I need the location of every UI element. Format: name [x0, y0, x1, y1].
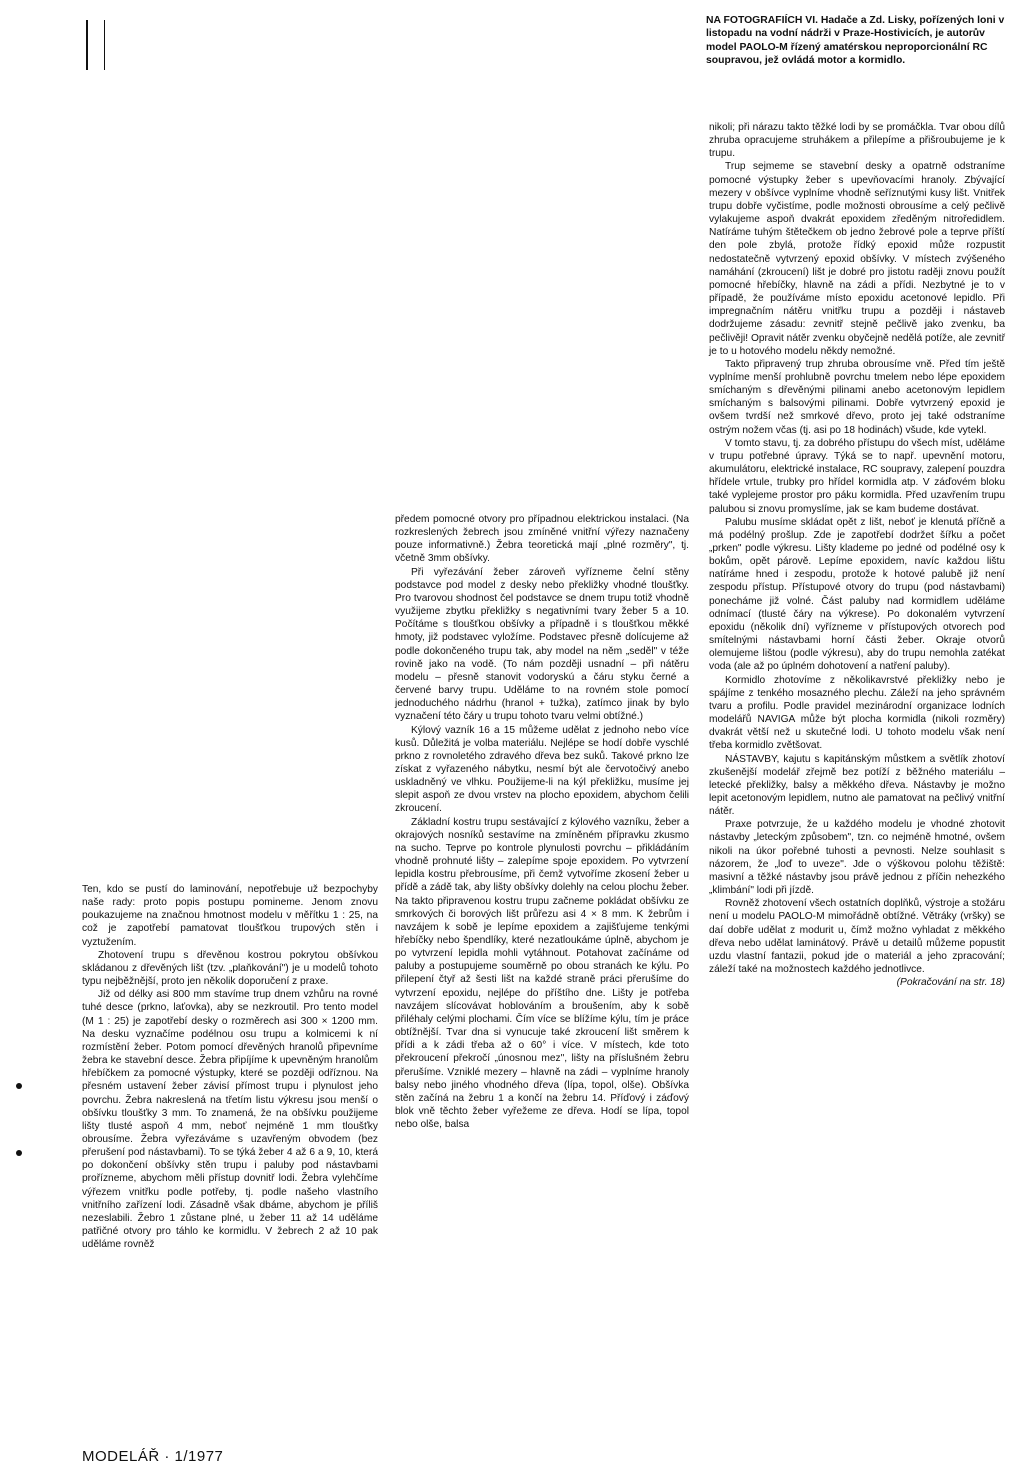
left-margin-rule: [86, 20, 88, 70]
margin-dot-mark: [16, 1150, 22, 1156]
paragraph: Kýlový vazník 16 a 15 můžeme udělat z jednoho nebo více kusů. Důležitá je volba materiálu. Nejlépe se hodí dobře vyschlé prkno z rovnoletého zdravého dřeva bez suků. Takové prkno lze získat z vyřazeného nábytku, nesmí být ale červotočivý anebo uskladněný ve vlhku. Použijeme-li na kýl překližku, musíme jej slepit aspoň ze dvou vrstev na plocho epoxidem, abychom čelili zkroucení.: [395, 724, 689, 815]
paragraph: Trup sejmeme se stavební desky a opatrně odstraníme pomocné výstupky žeber s upevňovacími hranoly. Zbývající mezery v obšívce vyplníme vhodně seříznutými kusy lišt. Vnitřek trupu dobře vyčistíme, podle možnosti obrousíme a celý pečlivě vylakujeme aspoň dvakrát epoxidem zředěným nitroředidlem. Natíráme tuhým štětečkem ob jedno žebrové pole a teprve příští den pole zbylá, protože řídký epoxid může rozpustit nedostatečně vytvrzený epoxid obšívky. V místech zvýšeného namáhání (zkroucení) lišt je dobré pro jistotu raději znovu použít pomocné hřebíčky, hlavně na zádi a přídi. Nezbytné je to v případě, že používáme místo epoxidu acetonové lepidlo. Při impregnačním nátěru vnitřku trupu a později i nástaveb dodržujeme zásadu: zevnitř stejně pečlivě jako zvenku, ba pečlivěji! Opravit nátěr zvenku obyčejně nedělá potíže, ale zevnitř je to u hotového modelu někdy nemožné.: [709, 161, 1005, 357]
paragraph: Ten, kdo se pustí do laminování, nepotřebuje už bezpochyby naše rady: proto popis postupu pomineme. Jenom znovu poukazujeme na značnou hmotnost modelu v měřítku 1 : 25, na což je zapotřebí pamatovat tloušťkou trupových stěn i vyztužením.: [82, 884, 378, 948]
paragraph: Palubu musíme skládat opět z lišt, neboť je klenutá příčně a má podélný prošlup. Zde je zapotřebí dodržet šířku a počet „prken" podle výkresu. Lišty klademe po jedné od podélné osy k bokům, opět párově. Lepíme epoxidem, navíc každou lištu natíráme hned i zespodu, protože k hotové palubě již není zespodu přístup. Přístupové otvory do trupu (pod nástavbami) ponecháme již volné. Část paluby nad kormidlem uděláme odnímací (tlusté čáry na výkrese). Po dokonalém vytvrzení epoxidu (několik dní) vyřízneme v přístupových otvorech pod smítelnými nástavbami horní části žeber. Okraje otvorů olemujeme lištou (podle výkresu), aby do trupu nemohla zatékat voda (ale až po úplném dohotovení a natření paluby).: [709, 516, 1005, 673]
continuation-note: (Pokračování na str. 18): [896, 977, 1005, 989]
paragraph: předem pomocné otvory pro případnou elektrickou instalaci. (Na rozkreslených žebrech jsou zmíněné vnitřní výřezy naznačeny pouze informativně.) Žebra teoretická mají „plné rozměry", tj. včetně 3mm obšívky.: [395, 514, 689, 565]
paragraph: Zhotovení trupu s dřevěnou kostrou pokrytou obšívkou skládanou z dřevěných lišt (tzv. „plaňkování") je u modelů tohoto typu nejběžnější, proto jen několik doporučení z praxe.: [82, 949, 378, 988]
text-column-1: [82, 883, 378, 1251]
left-margin-rule-2: [104, 20, 105, 70]
margin-dot-mark: [16, 1083, 22, 1089]
paragraph: Takto připravený trup zhruba obrousíme vně. Před tím ještě vyplníme menší prohlubně povrchu tmelem nebo lépe epoxidem smíchaným s dřevěnými pilinami anebo acetonovým lepidlem smíchaným s balsovými pilinami. Dobře vytvrzený epoxid je ovšem tvrdší než smrkové dřevo, proto jej také odstraníme ostrým nožem včas (tj. asi po 18 hodinách) všude, kde vytekl.: [709, 358, 1005, 436]
photo-caption: NA FOTOGRAFIÍCH VI. Hadače a Zd. Lisky, pořízených loni v listopadu na vodní nádrži v Praze-Hostivicích, je autorův model PAOLO-M řízený amatérskou neproporcionální RC soupravou, jež ovládá motor a kormidlo.: [706, 15, 1005, 66]
paragraph: Kormidlo zhotovíme z několikavrstvé překližky nebo je spájíme z tenkého mosazného plechu. Záleží na jeho správném tvaru a profilu. Podle pravidel mezinárodní organizace lodních modelářů NAVIGA může být plocha kormidla (nikoli rozměry) dvakrát větší než u skutečné lodi. U tohoto modelu však není třeba kormidlo zvětšovat.: [709, 674, 1005, 752]
text-column-3: [709, 121, 1005, 989]
paragraph: V tomto stavu, tj. za dobrého přístupu do všech míst, uděláme v trupu potřebné úpravy. Týká se to např. upevnění motoru, akumulátoru, elektrické instalace, RC soupravy, zalepení pouzdra hřídele vrtule, trubky pro hřídel kormidla atp. V záďovém bloku také vyplejeme prostor pro páku kormidla. Před uzavřením trupu palubou si znovu promyslíme, jak se kam budeme dostávat.: [709, 437, 1005, 515]
paragraph: Praxe potvrzuje, že u každého modelu je vhodné zhotovit nástavby „leteckým způsobem", tzn. co nejméně hmotné, ovšem nikoli na úkor pořebné tuhosti a pevnosti. Nelze souhlasit s názorem, že „loď to uveze". Jde o výškovou polohu těžiště: masivní a těžké nástavby jsou právě jednou z příčin nehezkého „klimbání" lodi při jízdě.: [709, 819, 1005, 897]
paragraph: Základní kostru trupu sestávající z kýlového vazníku, žeber a okrajových nosníků sestavíme na zmíněném přípravku zkusmo na sucho. Teprve po kontrole plynulosti povrchu – přikládáním vhodně prohnuté lišty – zalepíme spoje epoxidem. Po vytvrzení lepidla kostru přebrousíme, při čemž vytvoříme zkosení žeber u přídě a zádě tak, aby lišty obšívky dolehly na celou plochu žeber. Na takto připravenou kostru trupu začneme pokládat obšívku ze smrkových či borových lišt průřezu asi 4 × 8 mm. K žebrům i navzájem k sobě je lepíme epoxidem a zajišťujeme tenkými hřebíčky nebo špendlíky, které nezatloukáme úplně, abychom je po vytvrzení lepidla mohli vytáhnout. Potahovat začínáme od paluby a postupujeme souměrně po obou stranách ke kýlu. Po přilepení čtyř až šesti lišt na každé straně práci přerušíme do vytvrzení epoxidu, nejlépe do příštího dne. Lišty je potřeba navzájem slícovávat hoblováním a broušením, aby k sobě přiléhaly celými plochami. Čím více se blížíme kýlu, tím je práce obtížnější. Tvar dna si vynucuje také zkroucení lišt směrem k přídi a k zádi třeba až o 60° i více. V místech, kde toto překroucení překročí „únosnou mez", lišty na příslušném žebru přerušíme. Vzniklé mezery – hlavně na zádi – vyplníme hranoly balsy nebo jiného vhodného dřeva (lípa, topol, olše). Obšívka stěn začíná na žebru 1 a končí na žebru 14. Příďový i záďový blok vně těchto žeber vyřežeme ze dřeva. Hodí se lípa, topol nebo olše, balsa: [395, 816, 689, 1131]
page-footer: MODELÁŘ · 1/1977: [82, 1448, 224, 1465]
paragraph: Při vyřezávání žeber zároveň vyřízneme čelní stěny podstavce pod model z desky nebo překližky vhodné tloušťky. Pro tvarovou shodnost čel podstavce se dnem trupu totiž vhodně využijeme zbytku překližky s negativními tvary žeber 5 a 10. Počítáme s tloušťkou obšívky a případně i s tloušťkou měkké hmoty, již podstavec vyložíme. Podstavec přesně dolícujeme až podle dokončeného trupu tak, aby model na něm „seděl" v téže rovině jako na vodě. (To nám později usnadní – při nátěru modelu – přesně stanovit vodoryskú a čáru styku černé a červené barvy trupu. Uděláme to na rovném stole pomocí jednoduchého nádrhu (hranol + tužka), zatímco jinak by bylo vyznačení této čáry u trupu tohoto tvaru velmi obtížné.): [395, 566, 689, 723]
paragraph: nikoli; při nárazu takto těžké lodi by se promáčkla. Tvar obou dílů zhruba opracujeme struhákem a přilepíme a přišroubujeme je k trupu.: [709, 122, 1005, 160]
paragraph: Již od délky asi 800 mm stavíme trup dnem vzhůru na rovné tuhé desce (prkno, laťovka), aby se nezkroutil. Pro tento model (M 1 : 25) je zapotřebí desky o rozměrech asi 300 × 1200 mm. Na desku vyznačíme podélnou osu trupu a kolmicemi k ní rozmístění žeber. Potom pomocí dřevěných hranolů připevníme žebra ke stavební desce. Žebra připíjíme k upevněným hranolům hřebíčkem za pomocné výstupky, které se později odříznou. Na přesném ustavení žeber závisí přímost trupu i plynulost jeho povrchu. Žebra nakreslená na třetím listu výkresu jsou menší o obšívku tloušťky 3 mm. To znamená, že na obšívku použijeme lišty tlusté aspoň 4 mm, neboť nejméně 1 mm tloušťky obrousíme. Žebra vyřezáváme s uzavřeným obvodem (bez přerušení pod nástavbami). To se týká žeber 4 až 6 a 9, 10, která po dokončení obšívky stěn trupu i paluby pod nástavbami prořízneme, abychom měli přístup dovnitř lodi. Žebra vylehčíme výřezem vnitřku podle potřeby, tj. podle našeho vlastního vnitřního zařízení lodi. Zásadně však dbáme, abychom je příliš nezeslabili. Žebro 1 zůstane plné, u žeber 11 až 14 uděláme patřičné otvory pro táhlo ke kormidlu. V žebrech 2 až 10 pak uděláme rovněž: [82, 989, 378, 1251]
paragraph: Rovněž zhotovení všech ostatních doplňků, výstroje a stožáru není u modelu PAOLO-M mimořádně obtížné. Větráky (vršky) se daí dobře udělat z modurit u, čímž možno vyhladat z měkkého dřeva nebo udělat laminátový. Právě u detailů můžeme popustit uzdu vlastní fantazii, pokud jde o materiál a jeho zpracování; záleží také na možnostech každého jednotlivce.: [709, 898, 1005, 975]
text-column-2: [395, 513, 689, 1131]
paragraph: NÁSTAVBY, kajutu s kapitánským můstkem a světlík zhotoví zkušenější modelář zřejmě bez potíží z běžného materiálu – letecké překližky, balsy a měkkého dřeva. Nástavby je možno lepit acetonovým lepidlem, nutno ale pamatovat na pečlivý vnitřní nátěr.: [709, 753, 1005, 818]
